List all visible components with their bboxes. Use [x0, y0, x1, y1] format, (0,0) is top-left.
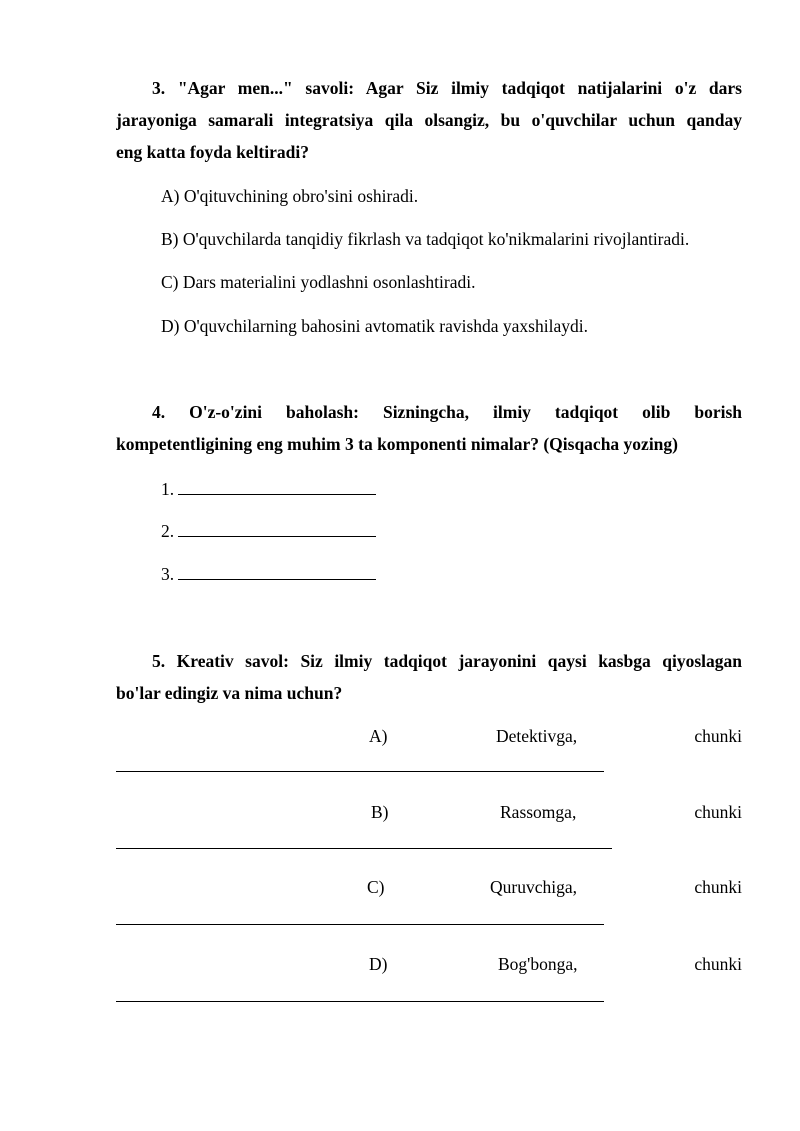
q5-option-b-letter: B)	[371, 802, 389, 822]
q5-option-c-answer-line[interactable]	[116, 924, 604, 925]
question-3	[116, 72, 742, 168]
q5-option-a-answer-line[interactable]	[116, 771, 604, 772]
q5-option-b-answer-line[interactable]	[116, 848, 612, 849]
question-4-line-2: kompetentligining eng muhim 3 ta komponenti nimalar? (Qisqacha yozing)	[116, 434, 678, 454]
q3-option-a: A) O'qituvchining obro'sini oshiradi.	[161, 186, 419, 206]
answer-line[interactable]	[178, 563, 376, 580]
question-3-line-3: eng katta foyda keltiradi?	[116, 142, 309, 162]
q5-option-d-answer-line[interactable]	[116, 1001, 604, 1002]
question-5-line-2: bo'lar edingiz va nima uchun?	[116, 683, 343, 703]
question-3-line-1: 3. "Agar men..." savoli: Agar Siz ilmiy tadqiqot natijalarini o'z dars	[152, 78, 742, 98]
q3-option-d: D) O'quvchilarning bahosini avtomatik ravishda yaxshilaydi.	[161, 316, 588, 336]
q5-option-b-because: chunki	[694, 802, 742, 822]
q4-blank-number: 2.	[161, 521, 175, 541]
q5-option-d-because: chunki	[694, 954, 742, 974]
q5-option-a-word: Detektivga,	[496, 726, 578, 746]
answer-line[interactable]	[178, 478, 376, 495]
q5-option-c-letter: C)	[367, 877, 385, 897]
q5-option-c-because: chunki	[694, 877, 742, 897]
q5-option-a-letter: A)	[369, 726, 388, 746]
q5-option-c-word: Quruvchiga,	[490, 877, 577, 897]
q4-blank-number: 1.	[161, 479, 175, 499]
q5-option-a-because: chunki	[694, 726, 742, 746]
q4-blank-number: 3.	[161, 564, 175, 584]
answer-line[interactable]	[178, 520, 376, 537]
q3-option-c: C) Dars materialini yodlashni osonlashtiradi.	[161, 272, 476, 292]
q5-option-b-word: Rassomga,	[500, 802, 577, 822]
question-4-line-1: 4. O'z-o'zini baholash: Sizningcha, ilmiy tadqiqot olib borish	[152, 402, 742, 422]
question-3-line-2: jarayoniga samarali integratsiya qila olsangiz, bu o'quvchilar uchun qanday	[116, 110, 742, 130]
q4-blank-3[interactable]	[161, 562, 376, 586]
question-4	[116, 396, 742, 460]
q4-blank-1[interactable]	[161, 477, 376, 501]
q4-blank-2[interactable]	[161, 519, 376, 543]
q5-option-d-word: Bog'bonga,	[498, 954, 578, 974]
question-5-line-1: 5. Kreativ savol: Siz ilmiy tadqiqot jarayonini qaysi kasbga qiyoslagan	[152, 651, 742, 671]
q5-option-d-letter: D)	[369, 954, 388, 974]
question-5	[116, 645, 742, 709]
q3-option-b: B) O'quvchilarda tanqidiy fikrlash va tadqiqot ko'nikmalarini rivojlantiradi.	[161, 229, 690, 249]
